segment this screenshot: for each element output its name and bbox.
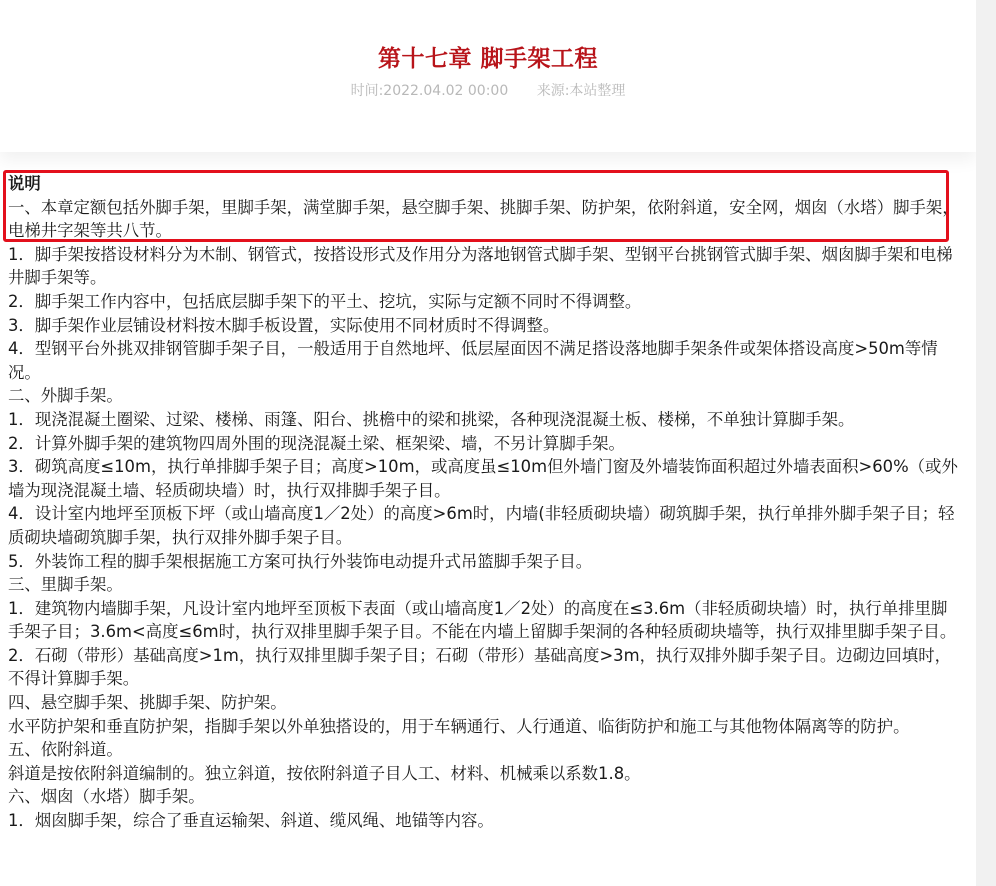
publish-time: 时间:2022.04.02 00:00 [350, 83, 509, 99]
paragraph: 3．脚手架作业层铺设材料按木脚手板设置，实际使用不同材质时不得调整。 [8, 315, 560, 335]
paragraph: 2．脚手架工作内容中，包括底层脚手架下的平土、挖坑，实际与定额不同时不得调整。 [8, 291, 642, 311]
article-body [8, 172, 963, 833]
paragraph: 2．计算外脚手架的建筑物四周外围的现浇混凝土梁、框架梁、墙，不另计算脚手架。 [8, 433, 625, 453]
paragraph: 四、悬空脚手架、挑脚手架、防护架。 [8, 693, 287, 713]
article-source: 来源:本站整理 [536, 83, 626, 99]
page-title: 第十七章 脚手架工程 [377, 46, 598, 72]
paragraph: 1．烟囱脚手架，综合了垂直运输架、斜道、缆风绳、地锚等内容。 [8, 811, 494, 831]
article-meta [0, 80, 976, 100]
paragraph: 一、本章定额包括外脚手架，里脚手架，满堂脚手架，悬空脚手架、挑脚手架、防护架，依附斜道，安全网，烟囱（水塔）脚手架，电梯井字架等共八节。 [8, 197, 959, 241]
paragraph: 2．石砌（带形）基础高度>1m，执行双排里脚手架子目；石砌（带形）基础高度>3m，执行双排外脚手架子目。边砌边回填时，不得计算脚手架。 [8, 645, 951, 689]
paragraph: 1．脚手架按搭设材料分为木制、钢管式，按搭设形式及作用分为落地钢管式脚手架、型钢平台挑钢管式脚手架、烟囱脚手架和电梯井脚手架等。 [8, 244, 953, 288]
paragraph: 4．设计室内地坪至顶板下坪（或山墙高度1／2处）的高度>6m时，内墙(非轻质砌块墙）砌筑脚手架，执行单排外脚手架子目；轻质砌块墙砌筑脚手架，执行双排外脚手架子目。 [8, 504, 955, 547]
paragraph: 5．外装饰工程的脚手架根据施工方案可执行外装饰电动提升式吊篮脚手架子目。 [8, 551, 593, 571]
paragraph: 三、里脚手架。 [8, 575, 123, 595]
section-heading: 说明 [8, 174, 41, 193]
article-header [0, 0, 976, 152]
paragraph: 二、外脚手架。 [8, 386, 123, 406]
paragraph: 六、烟囱（水塔）脚手架。 [8, 787, 205, 807]
paragraph: 4．型钢平台外挑双排钢管脚手架子目，一般适用于自然地坪、低层屋面因不满足搭设落地脚手架条件或架体搭设高度>50m等情况。 [8, 339, 938, 382]
paragraph: 3．砌筑高度≤10m，执行单排脚手架子目；高度>10m，或高度虽≤10m但外墙门窗及外墙装饰面积超过外墙表面积>60%（或外墙为现浇混凝土墙、轻质砌块墙）时，执行双排脚手架子目。 [8, 457, 958, 500]
paragraph: 五、依附斜道。 [8, 740, 123, 760]
scrollbar-track[interactable] [976, 0, 996, 886]
paragraph: 水平防护架和垂直防护架，指脚手架以外单独搭设的，用于车辆通行、人行通道、临街防护和施工与其他物体隔离等的防护。 [8, 716, 910, 736]
paragraph: 1．现浇混凝土圈梁、过梁、楼梯、雨篷、阳台、挑檐中的梁和挑梁，各种现浇混凝土板、楼梯，不单独计算脚手架。 [8, 409, 855, 429]
paragraph: 斜道是按依附斜道编制的。独立斜道，按依附斜道子目人工、材料、机械乘以系数1.8。 [8, 763, 641, 783]
paragraph: 1．建筑物内墙脚手架，凡设计室内地坪至顶板下表面（或山墙高度1／2处）的高度在≤3.6m（非轻质砌块墙）时，执行单排里脚手架子目；3.6m<高度≤6m时，执行双排里脚手架子目。不能在内墙上留脚手架洞的各种轻质砌块墙等，执行双排里脚手架子目。 [8, 598, 957, 642]
